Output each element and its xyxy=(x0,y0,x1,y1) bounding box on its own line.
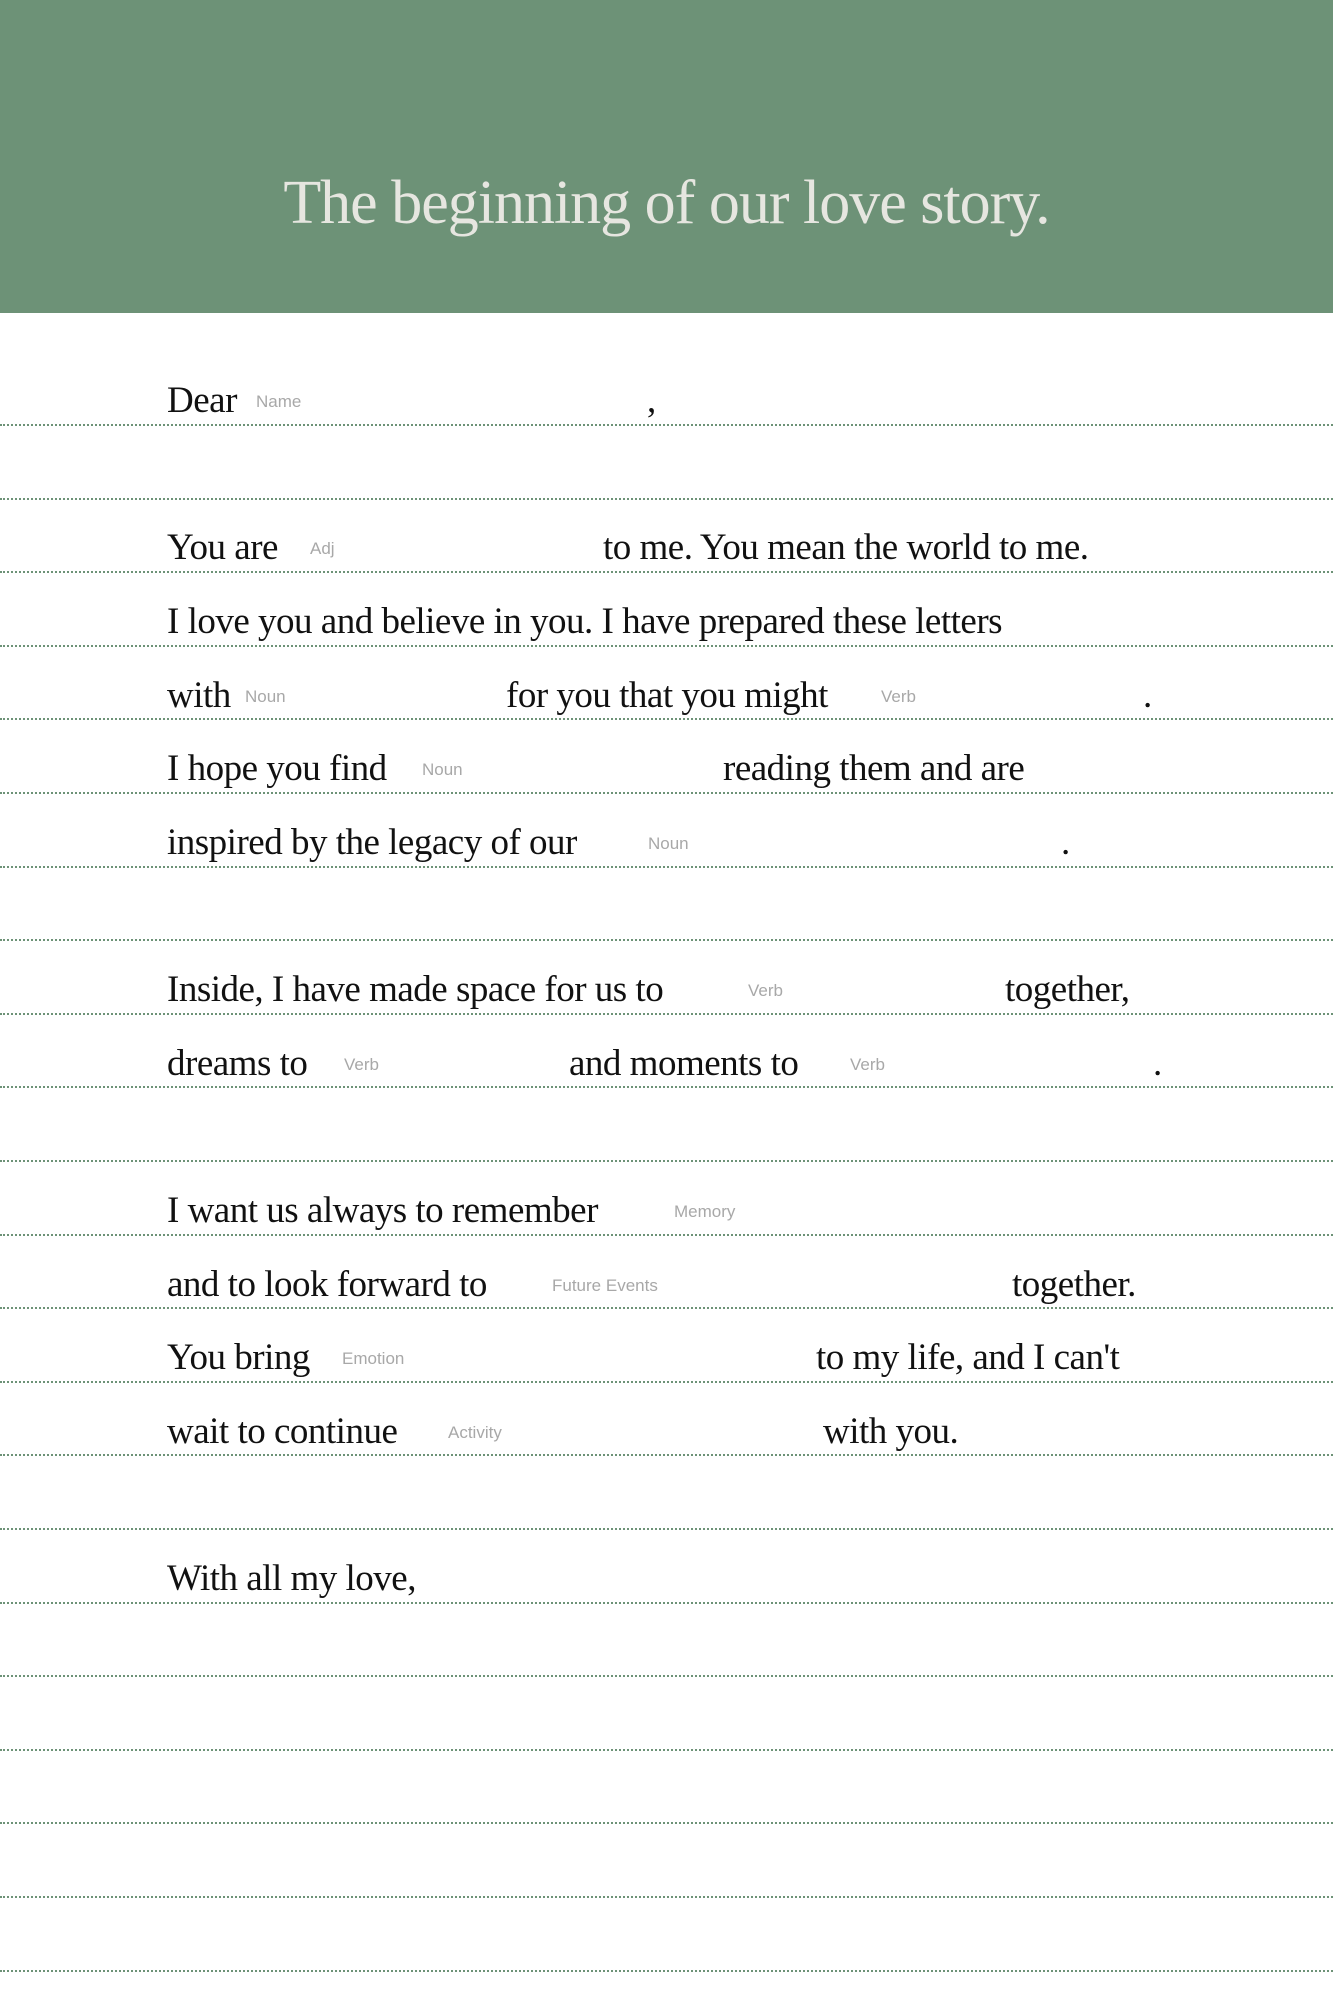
closing-line xyxy=(0,1542,1333,1602)
name-blank[interactable]: Name xyxy=(256,392,302,411)
text: Dear xyxy=(167,380,237,421)
verb-blank[interactable]: Verb xyxy=(881,687,916,706)
text: and moments to xyxy=(569,1043,799,1084)
future-events-blank[interactable]: Future Events xyxy=(552,1276,658,1295)
noun-blank[interactable]: Noun xyxy=(245,687,286,706)
salutation-line xyxy=(0,364,1333,424)
text: to me. You mean the world to me. xyxy=(603,527,1089,568)
text: . xyxy=(1061,822,1070,863)
ruled-line xyxy=(0,1677,1333,1751)
text: You bring xyxy=(167,1337,310,1378)
letter-line xyxy=(0,511,1333,571)
noun-blank[interactable]: Noun xyxy=(422,760,463,779)
ruled-line xyxy=(0,1898,1333,1972)
header-banner xyxy=(0,0,1333,313)
adj-blank[interactable]: Adj xyxy=(310,539,335,558)
ruled-line xyxy=(0,1824,1333,1898)
text: to my life, and I can't xyxy=(816,1337,1120,1378)
text: I love you and believe in you. I have prepared these letters xyxy=(167,601,1003,642)
text: . xyxy=(1153,1043,1162,1084)
text: with xyxy=(167,675,231,716)
text: with you. xyxy=(823,1411,959,1452)
text: , xyxy=(647,380,656,421)
noun-blank[interactable]: Noun xyxy=(648,834,689,853)
text: for you that you might xyxy=(506,675,828,716)
letter-line xyxy=(0,953,1333,1013)
closing-text: With all my love, xyxy=(167,1558,416,1599)
ruled-line xyxy=(0,1456,1333,1530)
ruled-line xyxy=(0,1088,1333,1162)
text: together, xyxy=(1005,969,1130,1010)
letter-line xyxy=(0,1395,1333,1455)
text: inspired by the legacy of our xyxy=(167,822,577,863)
text: wait to continue xyxy=(167,1411,398,1452)
ruled-line xyxy=(0,1751,1333,1825)
letter-line xyxy=(0,732,1333,792)
activity-blank[interactable]: Activity xyxy=(448,1423,502,1442)
letter-line xyxy=(0,806,1333,866)
text: dreams to xyxy=(167,1043,308,1084)
ruled-line xyxy=(0,426,1333,500)
ruled-line xyxy=(0,1604,1333,1678)
text: I want us always to remember xyxy=(167,1190,598,1231)
letter-line xyxy=(0,1248,1333,1308)
text: . xyxy=(1143,675,1152,716)
verb-blank[interactable]: Verb xyxy=(850,1055,885,1074)
letter-line xyxy=(0,585,1333,645)
text: together. xyxy=(1012,1264,1136,1305)
verb-blank[interactable]: Verb xyxy=(748,981,783,1000)
verb-blank[interactable]: Verb xyxy=(344,1055,379,1074)
text: You are xyxy=(167,527,278,568)
ruled-line xyxy=(0,868,1333,942)
letter-line xyxy=(0,1174,1333,1234)
text: reading them and are xyxy=(723,748,1025,789)
memory-blank[interactable]: Memory xyxy=(674,1202,736,1221)
text: I hope you find xyxy=(167,748,387,789)
letter-line xyxy=(0,1321,1333,1381)
text: and to look forward to xyxy=(167,1264,487,1305)
emotion-blank[interactable]: Emotion xyxy=(342,1349,405,1368)
letter-line xyxy=(0,659,1333,719)
text: Inside, I have made space for us to xyxy=(167,969,664,1010)
page-title: The beginning of our love story. xyxy=(283,169,1050,237)
letter-line xyxy=(0,1027,1333,1087)
